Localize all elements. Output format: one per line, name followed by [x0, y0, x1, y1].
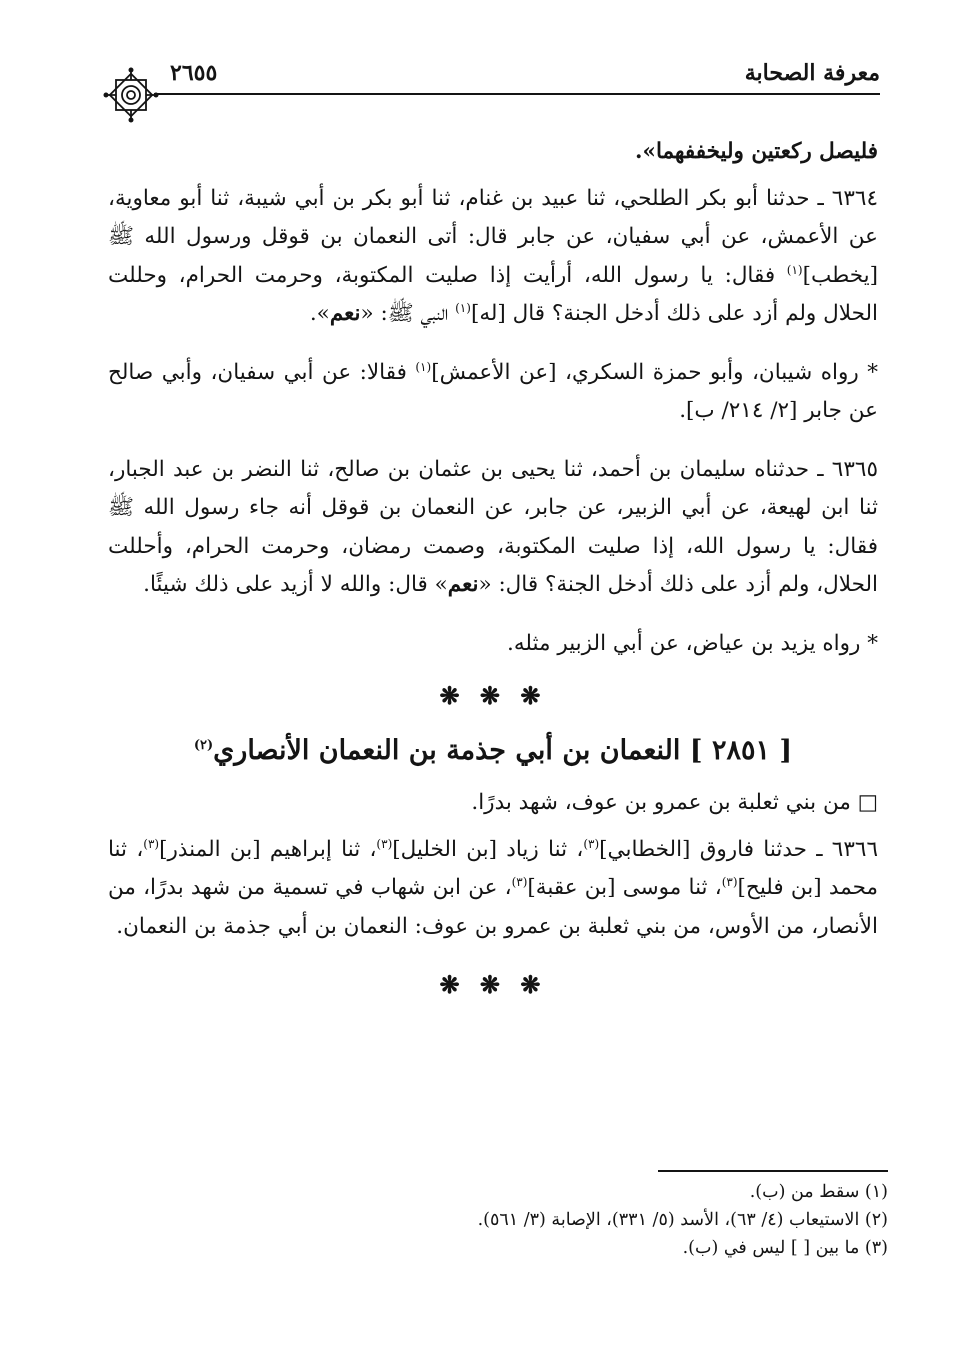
- footnote-ref: (٣): [143, 836, 160, 851]
- hadith-6366-text-c: ، ثنا إبراهيم [بن المنذر]: [159, 836, 377, 862]
- footnote-list: [200, 1170, 888, 1262]
- section-separator: ❋ ❋ ❋: [439, 681, 547, 710]
- hadith-6366-text-f: ، عن ابن شهاب في تسمية من شهد بدرًا، من الأنصار، من الأوس، من بني ثعلبة بن عمرو بن عوف: النعمان بن أبي جذمة بن النعمان.: [108, 875, 878, 939]
- hadith-6364-text-c: النبي ﷺ: «: [360, 301, 456, 326]
- section-title: [108, 732, 878, 771]
- footnote-ref: (٣): [721, 874, 738, 889]
- footnote-ref: (٣): [376, 836, 393, 851]
- body-text: [108, 133, 878, 1021]
- footnote-ref: (٣): [511, 874, 528, 889]
- hadith-6364-text-a: ٦٣٦٤ ـ حدثنا أبو بكر الطلحي، ثنا عبيد بن غنام، ثنا أبو بكر بن أبي شيبة، ثنا أبو معاوية، عن الأعمش، عن أبي سفيان، عن جابر قال: أتى النعمان بن قوقل ورسول الله ﷺ [يخطب]: [108, 185, 878, 288]
- hadith-6366-text-a: ٦٣٦٦ ـ حدثنا فاروق [الخطابي]: [599, 836, 878, 862]
- hadith-6365: [108, 451, 878, 605]
- book-title: معرفة الصحابة: [744, 60, 880, 86]
- hadith-6366-text-b: ، ثنا زياد [بن الخليل]: [392, 836, 584, 862]
- octagonal-ornament-icon: [102, 66, 160, 124]
- page-header: [100, 52, 880, 110]
- narration-note-2: * رواه يزيد بن عياض، عن أبي الزبير مثله.: [507, 630, 878, 656]
- footnotes: [200, 1170, 888, 1262]
- header-rule: [154, 93, 880, 95]
- footnote-ref: (٣): [583, 836, 600, 851]
- footnote-ref: (١): [786, 262, 803, 277]
- footnote-1: (١) سقط من (ب).: [749, 1182, 888, 1202]
- footnote-rule: [658, 1170, 888, 1172]
- section-separator-2: ❋ ❋ ❋: [439, 970, 547, 999]
- narration-note-1: [108, 354, 878, 431]
- hadith-6365-answer: نعم: [447, 572, 479, 597]
- hadith-6365-text-b: » قال: والله لا أزيد على ذلك شيئًا.: [143, 572, 448, 597]
- footnote-ref: (٢): [193, 737, 214, 753]
- footnote-ref: (١): [415, 359, 432, 374]
- footnote-ref: (١): [455, 300, 471, 315]
- section-intro: □ من بني ثعلبة بن عمرو بن عوف، شهد بدرًا.: [471, 790, 878, 815]
- hadith-6366-text-d: ، ثنا محمد [بن فليح]: [108, 836, 879, 900]
- hadith-6364-text-b: فقال: يا رسول الله، أرأيت إذا صليت المكتوبة، وحرمت الحرام، وحللت الحلال ولم أزد على ذلك أدخل الجنة؟ قال [له]: [108, 262, 878, 326]
- footnote-2: (٢) الاستيعاب (٤/ ٦٣)، الأسد (٥/ ٣٣١)، الإصابة (٣/ ٥٦١).: [477, 1210, 888, 1230]
- page-number: ٢٦٥٥: [170, 60, 218, 86]
- hadith-6364-answer: نعم: [329, 301, 361, 326]
- hadith-6366: [108, 831, 878, 947]
- narration-note-1-text-b: فقالا: عن أبي سفيان، وأبي صالح عن جابر [٢/ ٢١٤/ ب].: [108, 359, 878, 423]
- hadith-6366-text-e: ، ثنا موسى [بن عقبة]: [527, 875, 722, 900]
- hadith-6364-text-d: ».: [309, 301, 330, 326]
- paragraph-continuation: فليصل ركعتين وليخففهما».: [635, 139, 878, 164]
- section-title-text: [ ٢٨٥١ ] النعمان بن أبي جذمة بن النعمان الأنصاري: [213, 734, 793, 766]
- hadith-6364: [108, 180, 878, 334]
- hadith-6365-text-a: ٦٣٦٥ ـ حدثناه سليمان بن أحمد، ثنا يحيى بن عثمان بن صالح، ثنا النضر بن عبد الجبار، ثنا ابن لهيعة، عن أبي الزبير، عن جابر، عن النعمان بن قوقل أنه جاء رسول الله ﷺ فقال: يا رسول الله، إذا صليت المكتوبة، وصمت رمضان، وحرمت الحرام، وأحللت الحلال، ولم أزد على ذلك أدخل الجنة؟ قال: «: [108, 456, 878, 597]
- narration-note-1-text-a: * رواه شيبان، وأبو حمزة السكري، [عن الأعمش]: [431, 359, 878, 385]
- footnote-3: (٣) ما بين [ ] ليس في (ب).: [682, 1238, 888, 1258]
